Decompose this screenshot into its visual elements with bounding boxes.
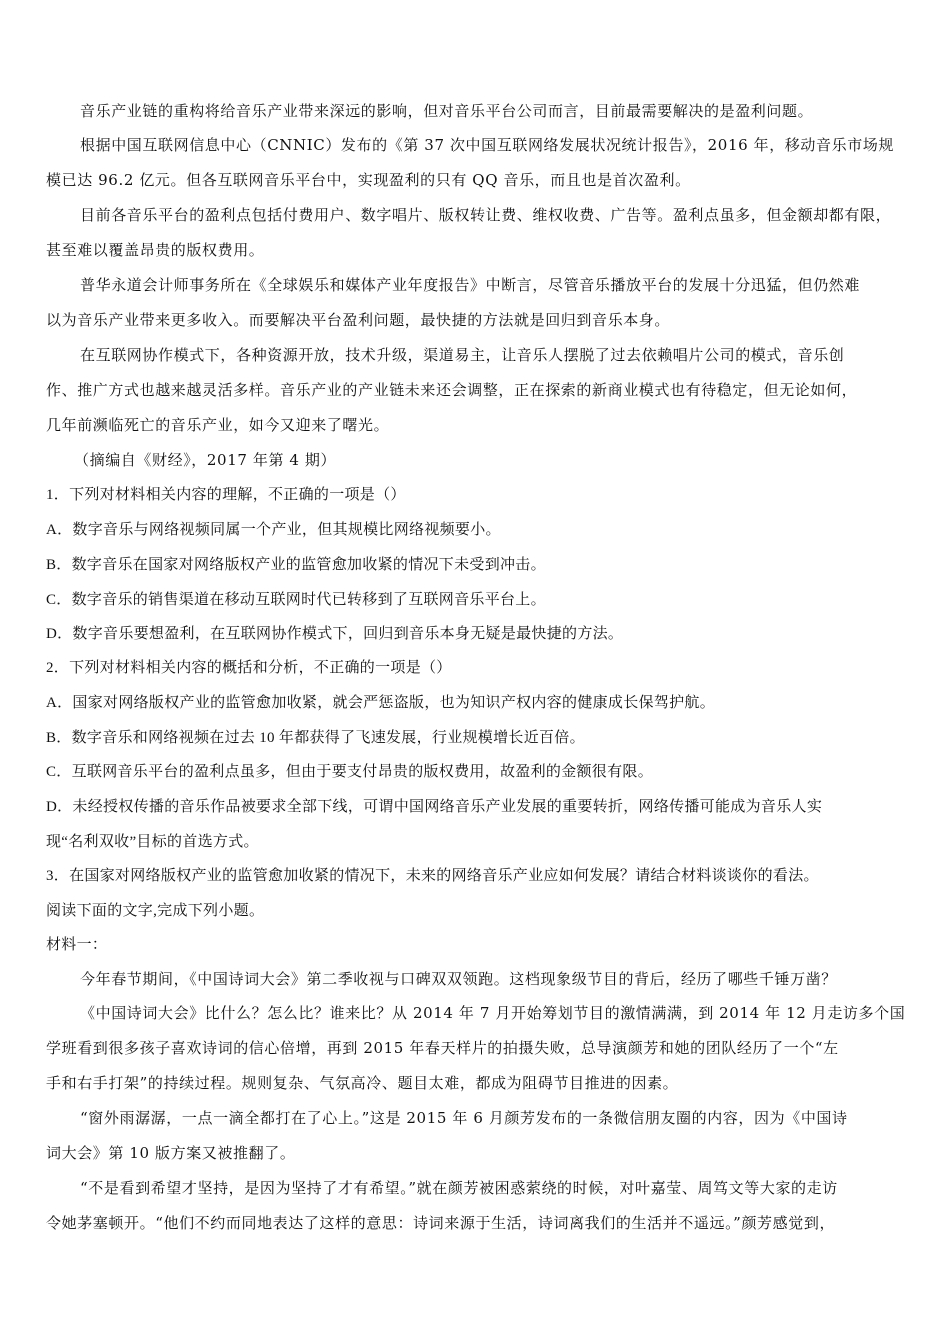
question-2-option-b: B．数字音乐和网络视频在过去 10 年都获得了飞速发展，行业规模增长近百倍。 xyxy=(46,730,585,746)
question-1-option-b: B．数字音乐在国家对网络版权产业的监管愈加收紧的情况下未受到冲击。 xyxy=(46,557,546,573)
passage-one-line: 根据中国互联网信息中心（CNNIC）发布的《第 37 次中国互联网络发展状况统计报告》，2016 年，移动音乐市场规 xyxy=(80,136,894,154)
passage-two-line: 令她茅塞顿开。“他们不约而同地表达了这样的意思：诗词来源于生活，诗词离我们的生活并不遥远。”颜芳感觉到， xyxy=(46,1214,836,1232)
question-2-option-d: D．未经授权传播的音乐作品被要求全部下线，可谓中国网络音乐产业发展的重要转折，网络传播可能成为音乐人实 xyxy=(46,799,823,815)
question-2-stem: 2．下列对材料相关内容的概括和分析，不正确的一项是（） xyxy=(46,660,452,676)
passage-one-line: 模已达 96.2 亿元。但各互联网音乐平台中，实现盈利的只有 QQ 音乐，而且也是首次盈利。 xyxy=(46,171,691,189)
passage-one-line: 几年前濒临死亡的音乐产业，如今又迎来了曙光。 xyxy=(46,416,390,434)
passage-two-line: 《中国诗词大会》比什么？怎么比？谁来比？从 2014 年 7 月开始筹划节目的激情满满，到 2014 年 12 月走访多个国 xyxy=(80,1004,906,1022)
question-2-option-d-cont: 现“名利双收”目标的首选方式。 xyxy=(46,834,259,850)
question-1-option-c: C．数字音乐的销售渠道在移动互联网时代已转移到了互联网音乐平台上。 xyxy=(46,592,546,608)
passage-two-line: 今年春节期间，《中国诗词大会》第二季收视与口碑双双领跑。这档现象级节目的背后，经历了哪些千锤万凿？ xyxy=(80,970,837,988)
passage-one-line: 在互联网协作模式下，各种资源开放，技术升级，渠道易主，让音乐人摆脱了过去依赖唱片公司的模式，音乐创 xyxy=(80,346,845,364)
passage-two-line: 手和右手打架”的持续过程。规则复杂、气氛高冷、题目太难，都成为阻碍节目推进的因素。 xyxy=(46,1074,679,1092)
passage-one-line: 甚至难以覆盖昂贵的版权费用。 xyxy=(46,241,265,259)
material-one-heading: 材料一： xyxy=(46,937,108,953)
passage-one-source: （摘编自《财经》，2017 年第 4 期） xyxy=(74,451,337,469)
passage-one-line: 以为音乐产业带来更多收入。而要解决平台盈利问题，最快捷的方法就是回归到音乐本身。 xyxy=(46,311,671,329)
reading-instruction: 阅读下面的文字,完成下列小题。 xyxy=(46,903,265,919)
question-3-stem: 3．在国家对网络版权产业的监管愈加收紧的情况下，未来的网络音乐产业应如何发展？请结合材料谈谈你的看法。 xyxy=(46,868,819,884)
question-2-option-c: C．互联网音乐平台的盈利点虽多，但由于要支付昂贵的版权费用，故盈利的金额很有限。 xyxy=(46,764,654,780)
question-1-stem: 1．下列对材料相关内容的理解，不正确的一项是（） xyxy=(46,487,406,503)
passage-one-line: 音乐产业链的重构将给音乐产业带来深远的影响，但对音乐平台公司而言，目前最需要解决的是盈利问题。 xyxy=(80,102,814,120)
question-1-option-d: D．数字音乐要想盈利，在互联网协作模式下，回归到音乐本身无疑是最快捷的方法。 xyxy=(46,626,624,642)
question-1-option-a: A．数字音乐与网络视频同属一个产业，但其规模比网络视频要小。 xyxy=(46,522,501,538)
passage-two-line: 词大会》第 10 版方案又被推翻了。 xyxy=(46,1144,296,1162)
passage-one-line: 作、推广方式也越来越灵活多样。音乐产业的产业链未来还会调整，正在探索的新商业模式也有待稳定，但无论如何， xyxy=(46,381,858,399)
question-2-option-a: A．国家对网络版权产业的监管愈加收紧，就会严惩盗版，也为知识产权内容的健康成长保驾护航。 xyxy=(46,695,716,711)
passage-two-line: 学班看到很多孩子喜欢诗词的信心倍增，再到 2015 年春天样片的拍摄失败，总导演颜芳和她的团队经历了一个“左 xyxy=(46,1039,839,1057)
passage-one-line: 普华永道会计师事务所在《全球娱乐和媒体产业年度报告》中断言，尽管音乐播放平台的发展十分迅猛，但仍然难 xyxy=(80,276,861,294)
passage-one-line: 目前各音乐平台的盈利点包括付费用户、数字唱片、版权转让费、维权收费、广告等。盈利点虽多，但金额却都有限， xyxy=(80,206,892,224)
passage-two-line: “窗外雨潺潺，一点一滴全都打在了心上。”这是 2015 年 6 月颜芳发布的一条微信朋友圈的内容，因为《中国诗 xyxy=(80,1109,848,1127)
passage-two-line: “不是看到希望才坚持，是因为坚持了才有希望。”就在颜芳被困惑萦绕的时候，对叶嘉莹、周笃文等大家的走访 xyxy=(80,1179,838,1197)
